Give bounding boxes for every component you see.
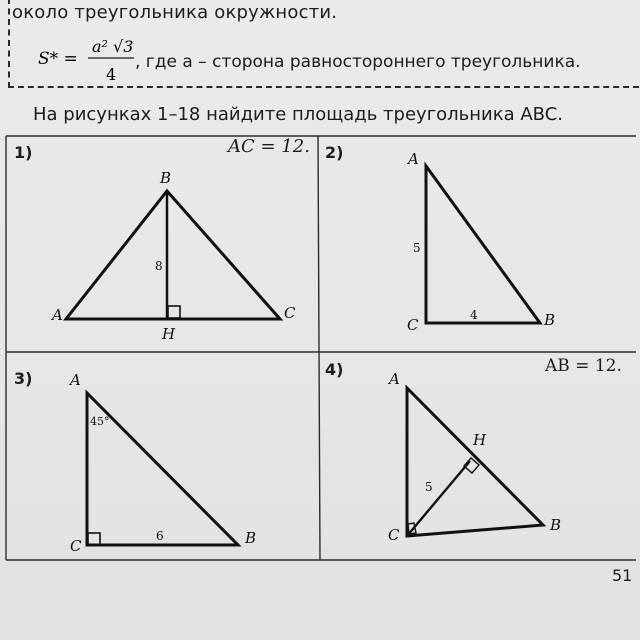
fig4-label-CH: 5 bbox=[425, 480, 433, 494]
problem-4-number: 4) bbox=[325, 360, 344, 379]
fig1-label-H: H bbox=[162, 325, 176, 343]
triangle-abc-2 bbox=[426, 166, 540, 323]
fig2-label-A: A bbox=[408, 150, 419, 168]
formula-denominator: 4 bbox=[106, 65, 117, 84]
problem-1-condition: AC = 12. bbox=[228, 136, 310, 157]
fig3-label-A: A bbox=[70, 371, 81, 389]
fig1-label-B: B bbox=[160, 169, 172, 187]
fig1-label-C: C bbox=[284, 304, 296, 322]
figure-1 bbox=[66, 191, 280, 319]
fig2-label-C: C bbox=[407, 316, 419, 334]
triangle-abc-1 bbox=[66, 191, 280, 319]
fig4-label-C: C bbox=[388, 526, 400, 544]
problem-3-number: 3) bbox=[14, 369, 33, 388]
right-angle-mark-1 bbox=[168, 306, 180, 318]
figure-3 bbox=[87, 393, 238, 545]
fig4-label-A: A bbox=[389, 370, 400, 388]
fig2-label-B: B bbox=[544, 311, 556, 329]
grid-vertical-divider bbox=[318, 136, 320, 560]
problem-2-number: 2) bbox=[325, 143, 344, 162]
figure-2 bbox=[426, 166, 540, 323]
fig4-label-H: H bbox=[473, 431, 487, 449]
task-heading: На рисунках 1–18 найдите площадь треугольника ABC. bbox=[33, 104, 563, 125]
right-angle-mark-3 bbox=[88, 533, 100, 545]
problem-4-condition: AB = 12. bbox=[545, 356, 622, 376]
grid-lines bbox=[6, 136, 636, 560]
fig3-label-C: C bbox=[70, 537, 82, 555]
formula-lhs: S* = bbox=[38, 49, 78, 69]
fig2-label-CB: 4 bbox=[470, 308, 478, 322]
header-top-line: около треугольника окружности. bbox=[12, 2, 338, 23]
figure-1-labels bbox=[50, 169, 296, 343]
fig3-label-CB: 6 bbox=[156, 529, 164, 543]
figure-4 bbox=[407, 388, 543, 536]
page-number: 51 bbox=[612, 566, 633, 585]
altitude-ch bbox=[407, 461, 470, 536]
fig2-label-AC: 5 bbox=[413, 241, 421, 255]
formula-numerator: a² √3 bbox=[92, 37, 134, 56]
figure-3-labels bbox=[68, 371, 256, 555]
fig4-label-B: B bbox=[550, 516, 562, 534]
fig1-label-A: A bbox=[52, 306, 63, 324]
formula-description: , где a – сторона равностороннего треугольника. bbox=[135, 52, 581, 72]
fig3-label-B: B bbox=[245, 529, 257, 547]
fig1-label-BH: 8 bbox=[155, 259, 163, 273]
problem-1-number: 1) bbox=[14, 143, 33, 162]
fig3-label-angle: 45° bbox=[90, 415, 110, 428]
triangle-abc-3 bbox=[87, 393, 238, 545]
